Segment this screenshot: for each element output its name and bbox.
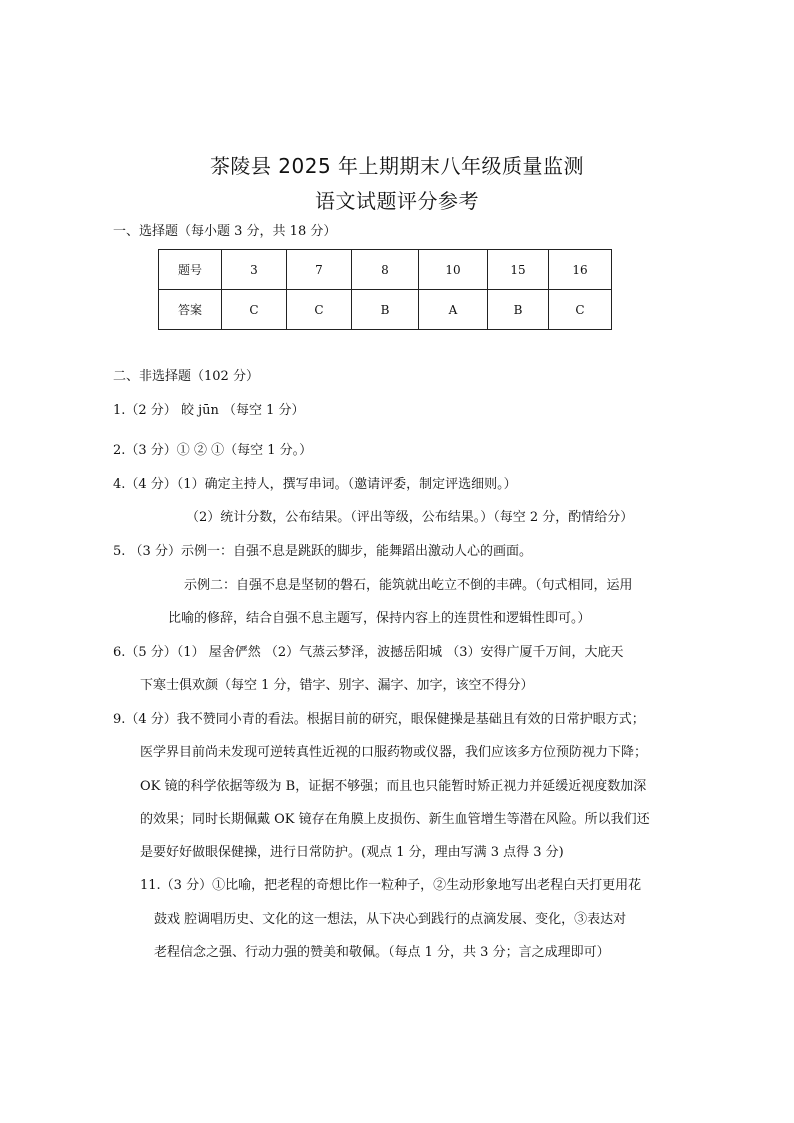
answer-line: 示例二：自强不息是坚韧的磐石，能筑就出屹立不倒的丰碑。（句式相同，运用	[184, 578, 633, 593]
table-cell: B	[352, 290, 419, 330]
answer-line: 2.（3 分）① ② ①（每空 1 分。）	[113, 443, 313, 458]
table-cell: C	[222, 290, 287, 330]
answer-line: OK 镜的科学依据等级为 B，证据不够强；而且也只能暂时矫正视力并延缓近视度数加深	[140, 779, 647, 794]
table-cell: 7	[287, 250, 352, 290]
title-line-2: 语文试题评分参考	[315, 189, 479, 213]
answer-line: 是要好好做眼保健操，进行日常防护。(观点 1 分，理由写满 3 点得 3 分)	[140, 845, 564, 860]
table-row	[159, 250, 612, 290]
section1-heading: 一、选择题（每小题 3 分，共 18 分）	[113, 224, 337, 239]
table-row	[159, 290, 612, 330]
answer-line: 医学界目前尚未发现可逆转真性近视的口服药物或仪器，我们应该多方位预防视力下降；	[140, 745, 648, 760]
table-cell: 8	[352, 250, 419, 290]
title-line-1: 茶陵县 2025 年上期期末八年级质量监测	[209, 154, 585, 178]
table-cell: 10	[419, 250, 488, 290]
answer-line: 1.（2 分） 皎 jūn （每空 1 分）	[113, 403, 305, 418]
answer-line: 的效果；同时长期佩戴 OK 镜存在角膜上皮损伤、新生血管增生等潜在风险。所以我们还	[140, 812, 650, 827]
answer-line: （2）统计分数，公布结果。（评出等级，公布结果。）（每空 2 分，酌情给分）	[186, 510, 634, 525]
answer-line: 11.（3 分）①比喻，把老程的奇想比作一粒种子，②生动形象地写出老程白天打更用花	[140, 878, 642, 893]
answer-table	[158, 249, 612, 330]
answer-line: 6.（5 分）（1） 屋舍俨然 （2）气蒸云梦泽，波撼岳阳城 （3）安得广厦千万间，大庇天	[113, 645, 624, 660]
table-cell: 3	[222, 250, 287, 290]
section2-heading: 二、非选择题（102 分）	[113, 369, 259, 384]
table-cell: 15	[488, 250, 549, 290]
table-cell: B	[488, 290, 549, 330]
table-cell: C	[287, 290, 352, 330]
table-answer-label: 答案	[159, 290, 222, 330]
answer-line: 比喻的修辞，结合自强不息主题写，保持内容上的连贯性和逻辑性即可。）	[168, 611, 591, 626]
answer-line: 老程信念之强、行动力强的赞美和敬佩。（每点 1 分，共 3 分；言之成理即可）	[154, 945, 610, 960]
answer-line: 鼓戏 腔调唱历史、文化的这一想法，从下决心到践行的点滴发展、变化，③表达对	[154, 912, 627, 927]
table-header-label: 题号	[159, 250, 222, 290]
answer-line: 下寒士俱欢颜（每空 1 分，错字、别字、漏字、加字，该空不得分）	[140, 678, 534, 693]
answer-line: 5. （3 分）示例一：自强不息是跳跃的脚步，能舞蹈出激动人心的画面。	[113, 544, 532, 559]
table-cell: A	[419, 290, 488, 330]
table-cell: C	[549, 290, 612, 330]
answer-line: 9.（4 分）我不赞同小青的看法。根据目前的研究，眼保健操是基础且有效的日常护眼方式；	[113, 712, 645, 727]
table-cell: 16	[549, 250, 612, 290]
answer-line: 4.（4 分）（1）确定主持人，撰写串词。（邀请评委，制定评选细则。）	[113, 477, 517, 492]
